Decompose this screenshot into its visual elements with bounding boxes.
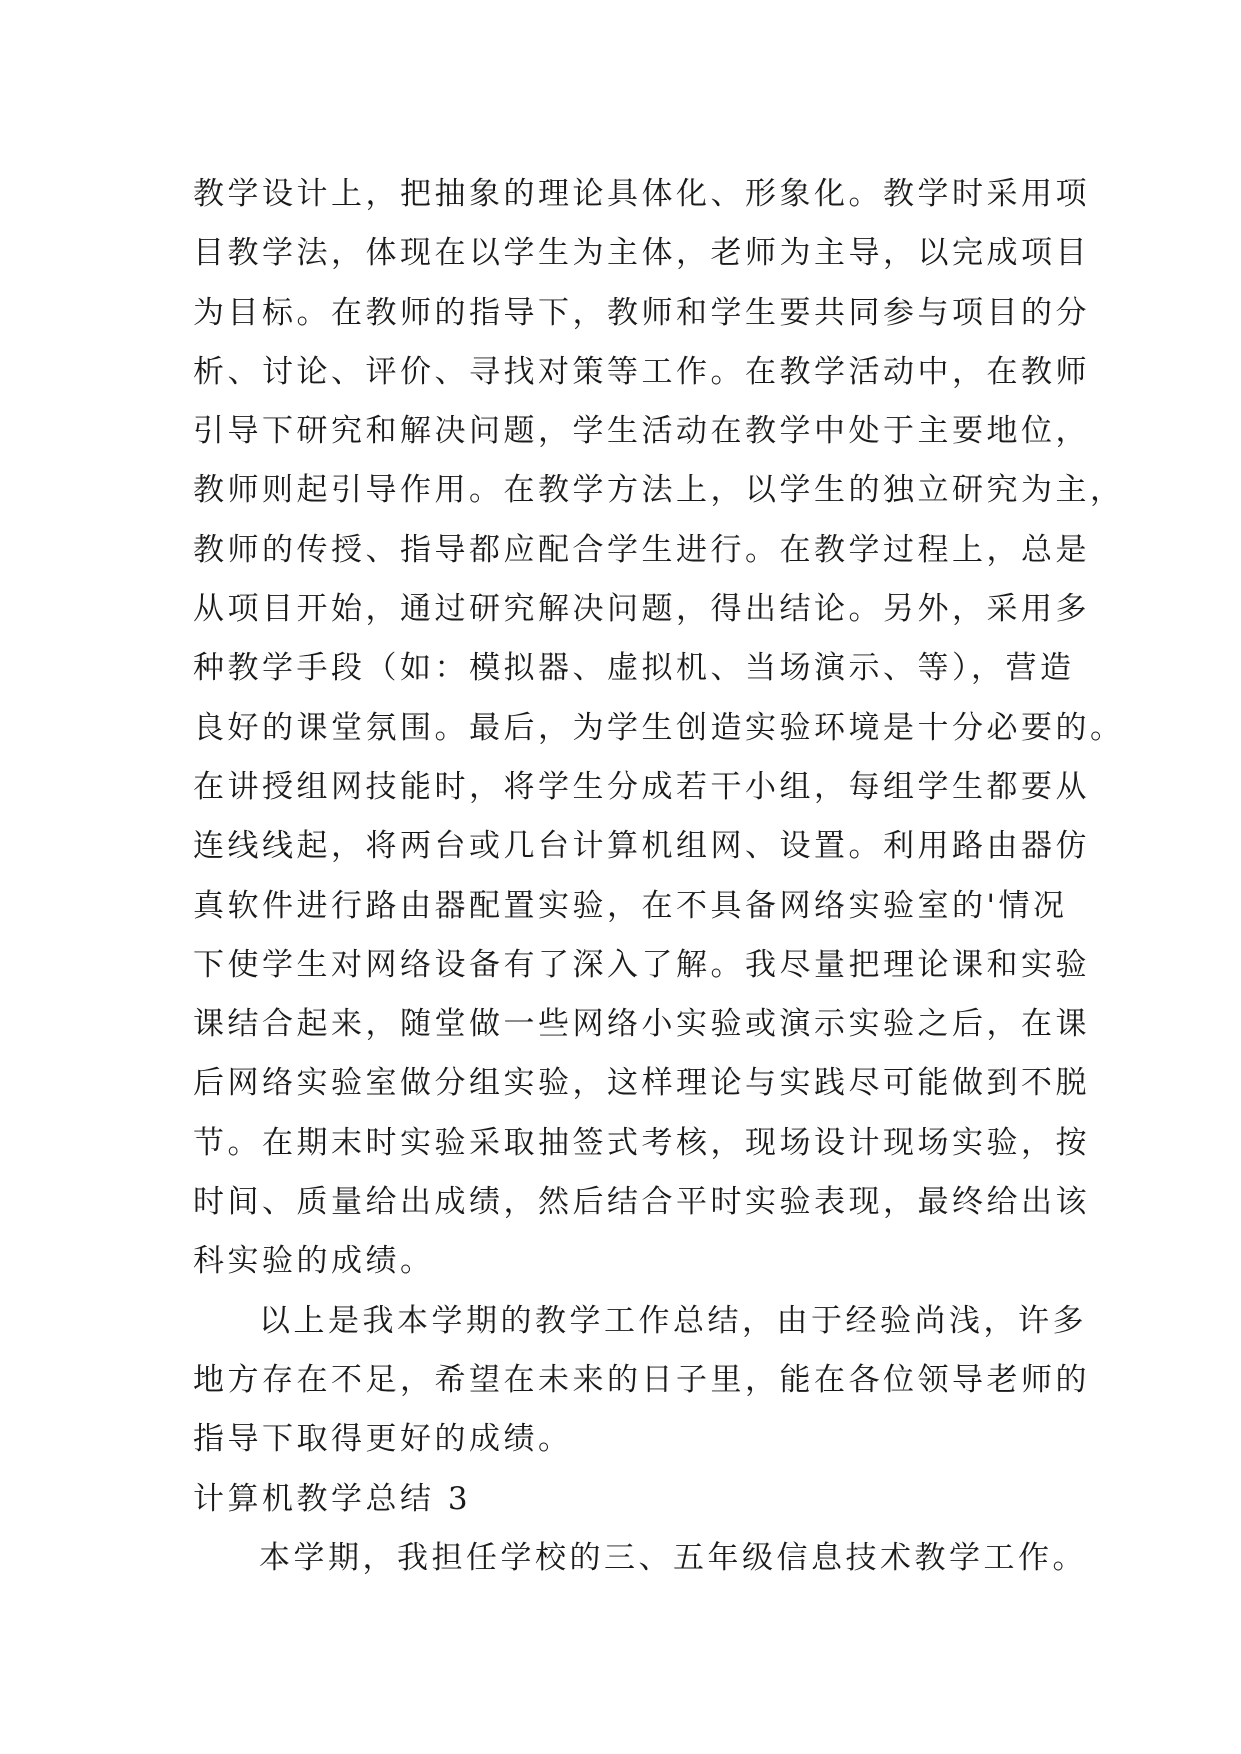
document-body [193,165,1125,1588]
paragraph-line: 目教学法，体现在以学生为主体，老师为主导，以完成项目 [193,235,1090,272]
paragraph-line: 在讲授组网技能时，将学生分成若干小组，每组学生都要从 [193,768,1090,805]
paragraph-line: 真软件进行路由器配置实验，在不具备网络实验室的'情况 [193,887,1068,924]
paragraph-line: 时间、质量给出成绩，然后结合平时实验表现，最终给出该 [193,1184,1090,1221]
paragraph-line: 后网络实验室做分组实验，这样理论与实践尽可能做到不脱 [193,1065,1090,1102]
paragraph-line: 课结合起来，随堂做一些网络小实验或演示实验之后，在课 [193,1006,1090,1043]
paragraph-line: 为目标。在教师的指导下，教师和学生要共同参与项目的分 [193,294,1090,331]
paragraph-line: 科实验的成绩。 [193,1243,435,1280]
paragraph-line: 种教学手段（如：模拟器、虚拟机、当场演示、等），营造 [193,650,1075,687]
conclusion-line: 以上是我本学期的教学工作总结，由于经验尚浅，许多 [259,1302,1087,1339]
paragraph-line: 教师则起引导作用。在教学方法上，以学生的独立研究为主， [193,472,1125,509]
paragraph-line: 引导下研究和解决问题，学生活动在教学中处于主要地位， [193,413,1090,450]
conclusion-line: 指导下取得更好的成绩。 [193,1421,573,1458]
paragraph-line: 良好的课堂氛围。最后，为学生创造实验环境是十分必要的。 [193,709,1125,746]
paragraph-line: 连线线起，将两台或几台计算机组网、设置。利用路由器仿 [193,828,1090,865]
paragraph-line: 节。在期末时实验采取抽签式考核，现场设计现场实验，按 [193,1124,1090,1161]
conclusion-line: 地方存在不足，希望在未来的日子里，能在各位领导老师的 [193,1361,1090,1398]
section-intro-line: 本学期，我担任学校的三、五年级信息技术教学工作。 [259,1539,1087,1576]
paragraph-line: 析、讨论、评价、寻找对策等工作。在教学活动中，在教师 [193,353,1090,390]
paragraph-line: 从项目开始，通过研究解决问题，得出结论。另外，采用多 [193,591,1090,628]
paragraph-line: 教师的传授、指导都应配合学生进行。在教学过程上，总是 [193,531,1090,568]
section-heading: 计算机教学总结 3 [193,1480,472,1517]
paragraph-line: 教学设计上，把抽象的理论具体化、形象化。教学时采用项 [193,176,1090,212]
paragraph-line: 下使学生对网络设备有了深入了解。我尽量把理论课和实验 [193,946,1090,983]
